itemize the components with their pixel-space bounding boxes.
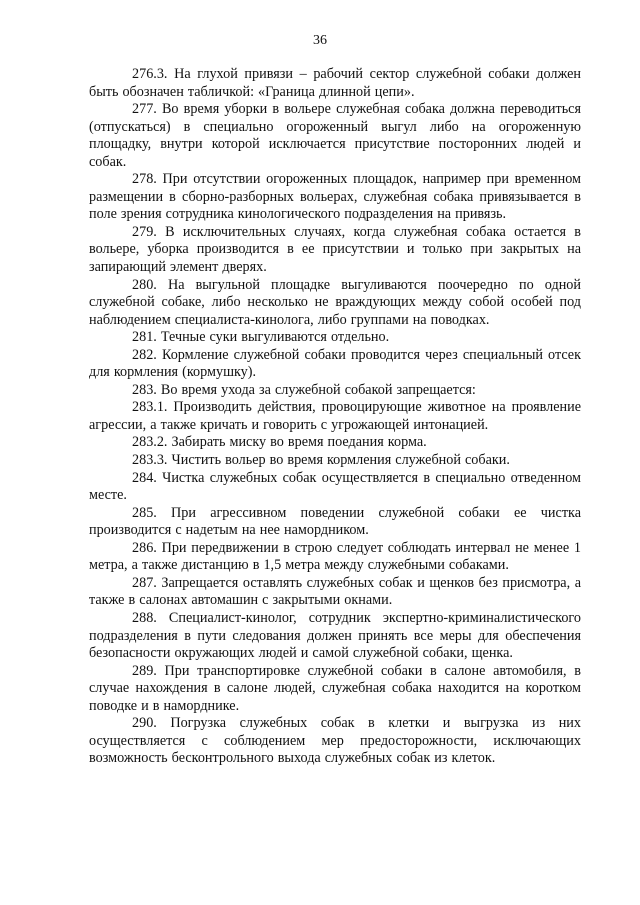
- paragraph-280: 280. На выгульной площадке выгуливаются поочередно по одной служебной собаке, либо несколько не враждующих между собой особей под наблюдением специалиста-кинолога, либо группами на поводках.: [89, 276, 581, 328]
- paragraph-277: 277. Во время уборки в вольере служебная собака должна переводиться (отпускаться) в специально огороженный выгул либо на огороженную площадку, внутри которой исключается присутствие посторонних людей и собак.: [89, 101, 581, 170]
- paragraph-286: 286. При передвижении в строю следует соблюдать интервал не менее 1 метра, а также дистанцию в 1,5 метра между служебными собаками.: [89, 539, 581, 574]
- paragraph-283-1: 283.1. Производить действия, провоцирующие животное на проявление агрессии, а также кричать и говорить с угрожающей интонацией.: [89, 399, 581, 433]
- paragraph-283: 283. Во время ухода за служебной собакой запрещается:: [132, 381, 476, 398]
- paragraph-279: 279. В исключительных случаях, когда служебная собака остается в вольере, уборка производится в ее присутствии и только при закрытых на запирающий элемент дверях.: [89, 223, 581, 276]
- document-body: [89, 66, 581, 768]
- paragraph-285: 285. При агрессивном поведении служебной собаки ее чистка производится с надетым на нее намордником.: [89, 504, 581, 539]
- paragraph-276-3: 276.3. На глухой привязи – рабочий сектор служебной собаки должен быть обозначен табличкой: «Граница длинной цепи».: [89, 66, 581, 100]
- paragraph-290: 290. Погрузка служебных собак в клетки и выгрузка из них осуществляется с соблюдением мер предосторожности, исключающих возможность бесконтрольного выхода служебных собак из клеток.: [89, 715, 581, 767]
- paragraph-283-3: 283.3. Чистить вольер во время кормления служебной собаки.: [132, 452, 510, 469]
- paragraph-287: 287. Запрещается оставлять служебных собак и щенков без присмотра, а также в салонах автомашин с закрытыми окнами.: [89, 574, 581, 609]
- page-number: 36: [313, 33, 327, 48]
- paragraph-281: 281. Течные суки выгуливаются отдельно.: [132, 329, 390, 346]
- paragraph-278: 278. При отсутствии огороженных площадок, например при временном размещении в сборно-разборных вольерах, служебная собака привязывается в поле зрения сотрудника кинологического подразделения на привязь.: [89, 171, 581, 223]
- paragraph-284: 284. Чистка служебных собак осуществляется в специально отведенном месте.: [89, 469, 581, 504]
- paragraph-282: 282. Кормление служебной собаки проводится через специальный отсек для кормления (кормушку).: [89, 346, 581, 381]
- paragraph-283-2: 283.2. Забирать миску во время поедания корма.: [132, 434, 427, 451]
- paragraph-289: 289. При транспортировке служебной собаки в салоне автомобиля, в случае нахождения в салоне людей, служебная собака находится на коротком поводке и в наморднике.: [89, 662, 581, 714]
- paragraph-288: 288. Специалист-кинолог, сотрудник экспертно-криминалистического подразделения в пути следования должен принять все меры для обеспечения безопасности окружающих людей и самой служебной собаки, щенка.: [89, 609, 581, 662]
